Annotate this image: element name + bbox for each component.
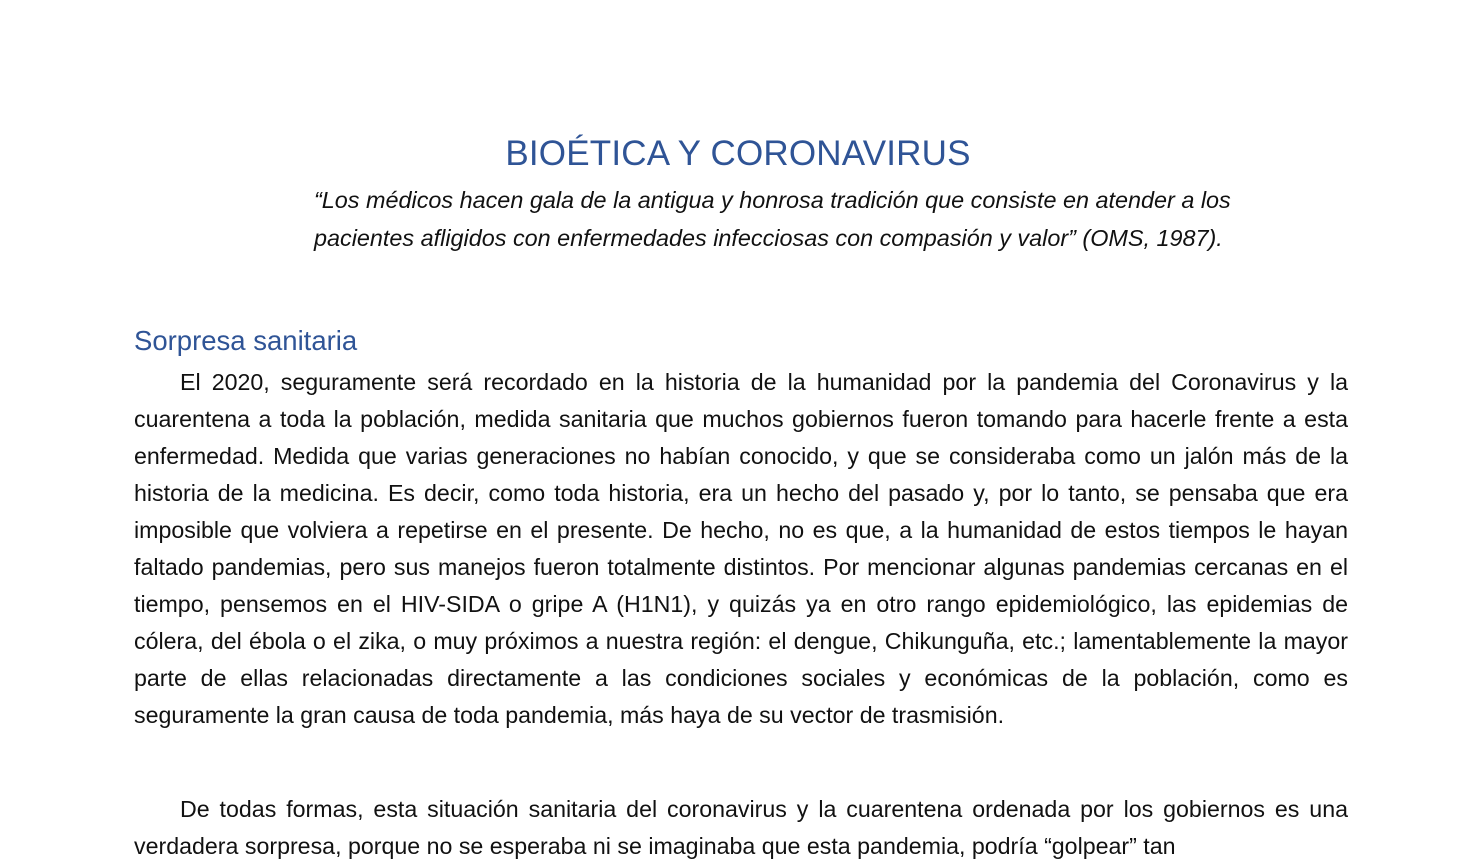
body-paragraph: De todas formas, esta situación sanitaria del coronavirus y la cuarentena ordenada por los gobiernos es una verdadera sorpresa, porque no se esperaba ni se imaginaba que esta pandemia, podría “golpear” tan	[134, 796, 1348, 859]
epigraph-line: pacientes afligidos con enfermedades infecciosas con compasión y valor” (OMS, 1987).	[314, 224, 1223, 251]
epigraph-quote	[314, 182, 1324, 257]
document-title: BIOÉTICA Y CORONAVIRUS	[505, 134, 971, 173]
section-heading: Sorpresa sanitaria	[134, 325, 358, 356]
body-paragraph: El 2020, seguramente será recordado en la historia de la humanidad por la pandemia del Coronavirus y la cuarentena a toda la población, medida sanitaria que muchos gobiernos fueron tomando para hacerle frente a esta enfermedad. Medida que varias generaciones no habían conocido, y que se consideraba como un jalón más de la historia de la medicina. Es decir, como toda historia, era un hecho del pasado y, por lo tanto, se pensaba que era imposible que volviera a repetirse en el presente. De hecho, no es que, a la humanidad de estos tiempos le hayan faltado pandemias, pero sus manejos fueron totalmente distintos. Por mencionar algunas pandemias cercanas en el tiempo, pensemos en el HIV-SIDA o gripe A (H1N1), y quizás ya en otro rango epidemiológico, las epidemias de cólera, del ébola o el zika, o muy próximos a nuestra región: el dengue, Chikunguña, etc.; lamentablemente la mayor parte de ellas relacionadas directamente a las condiciones sociales y económicas de la población, como es seguramente la gran causa de toda pandemia, más haya de su vector de trasmisión.	[134, 369, 1348, 728]
epigraph-line: “Los médicos hacen gala de la antigua y honrosa tradición que consiste en atender a los	[314, 187, 1231, 213]
